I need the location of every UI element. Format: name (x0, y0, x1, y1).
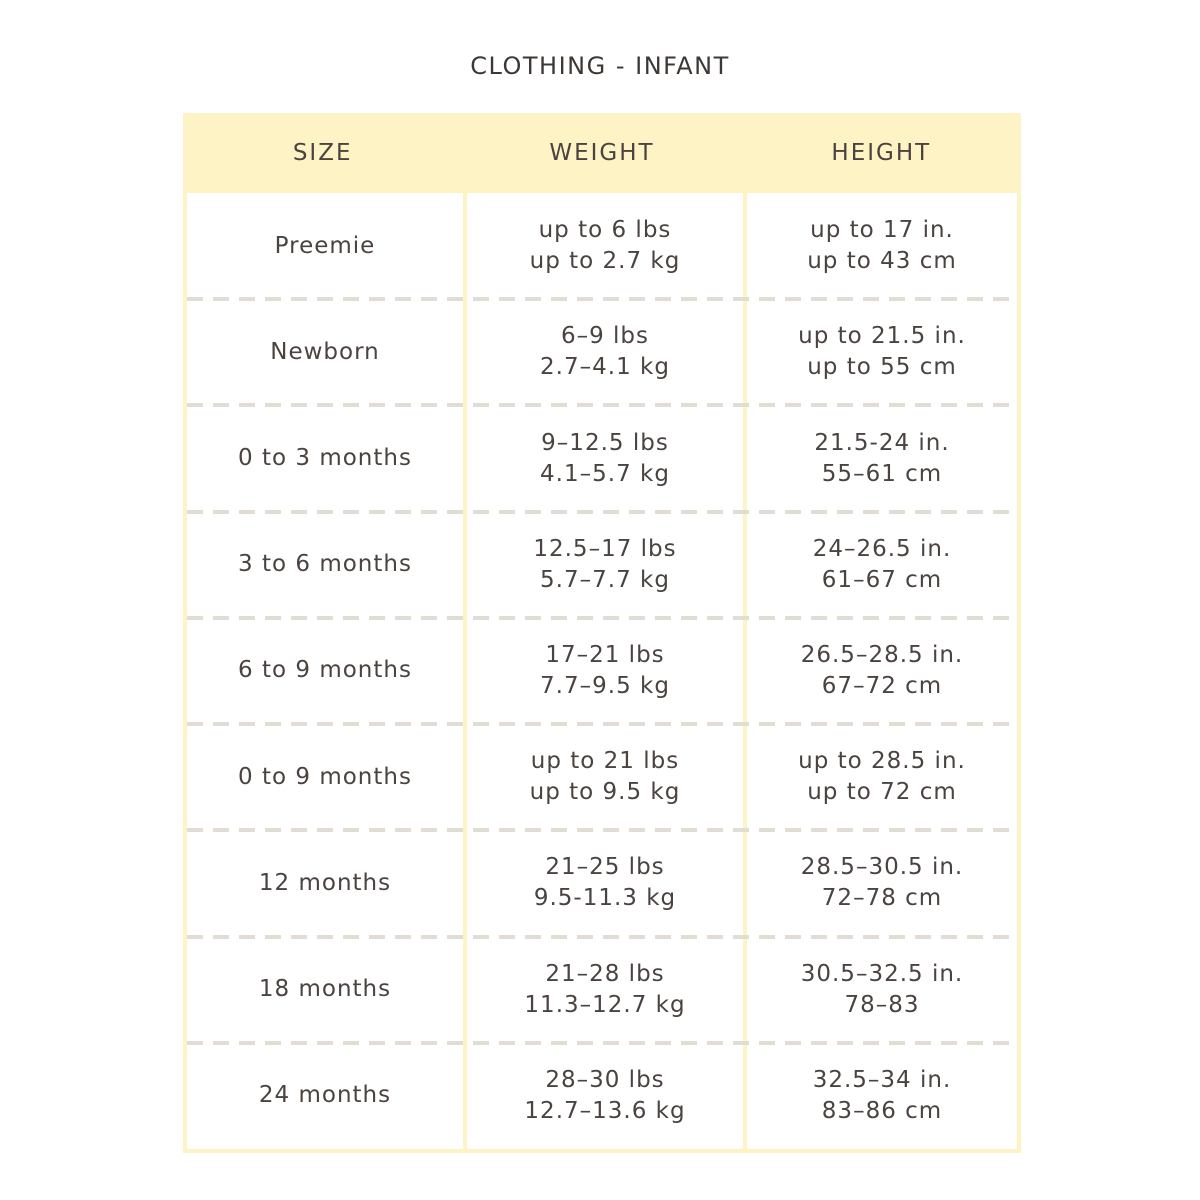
table-body (187, 193, 1017, 1149)
weight-kg: 9.5-11.3 kg (533, 885, 677, 912)
size-label: 24 months (258, 1082, 392, 1109)
weight-cell (467, 1043, 743, 1149)
table-row (187, 724, 1017, 830)
weight-kg: 11.3–12.7 kg (524, 991, 686, 1018)
height-in: 28.5–30.5 in. (800, 854, 964, 881)
weight-kg: 12.7–13.6 kg (524, 1097, 686, 1124)
weight-lbs: up to 21 lbs (530, 748, 680, 775)
weight-lbs: 6–9 lbs (560, 323, 650, 350)
weight-cell (467, 937, 743, 1043)
header-size: SIZE (292, 140, 353, 166)
height-cell (747, 937, 1017, 1043)
size-label: 18 months (258, 976, 392, 1003)
size-cell (187, 1043, 463, 1149)
weight-lbs: 17–21 lbs (545, 641, 665, 668)
height-cell (747, 830, 1017, 936)
weight-kg: up to 2.7 kg (529, 248, 681, 275)
height-cm: 78–83 (844, 991, 920, 1018)
height-cm: 55–61 cm (821, 460, 943, 487)
table-row (187, 830, 1017, 936)
height-in: up to 28.5 in. (798, 748, 966, 775)
height-cell (747, 724, 1017, 830)
height-cm: 67–72 cm (821, 672, 943, 699)
table-row (187, 512, 1017, 618)
weight-lbs: up to 6 lbs (538, 217, 672, 244)
weight-cell (467, 618, 743, 724)
height-cm: up to 55 cm (807, 354, 957, 381)
weight-lbs: 9–12.5 lbs (541, 429, 669, 456)
height-in: 32.5–34 in. (812, 1066, 952, 1093)
size-label: 12 months (258, 869, 392, 896)
size-cell (187, 618, 463, 724)
height-cell (747, 299, 1017, 405)
weight-cell (467, 724, 743, 830)
header-height: HEIGHT (831, 140, 932, 166)
size-label: 0 to 3 months (238, 445, 412, 472)
size-label: Preemie (274, 232, 376, 259)
weight-lbs: 21–28 lbs (545, 960, 665, 987)
height-in: 30.5–32.5 in. (800, 960, 964, 987)
height-cm: up to 72 cm (807, 779, 957, 806)
size-label: 3 to 6 months (238, 551, 412, 578)
size-label: 6 to 9 months (238, 657, 412, 684)
size-label: 0 to 9 months (238, 763, 412, 790)
height-cm: 72–78 cm (821, 885, 943, 912)
weight-kg: 5.7–7.7 kg (540, 566, 670, 593)
height-cell (747, 405, 1017, 511)
height-in: 21.5-24 in. (814, 429, 950, 456)
height-cm: 61–67 cm (821, 566, 943, 593)
height-in: up to 21.5 in. (798, 323, 966, 350)
header-weight: WEIGHT (549, 140, 655, 166)
height-in: up to 17 in. (810, 217, 954, 244)
height-in: 24–26.5 in. (812, 535, 952, 562)
table-row (187, 618, 1017, 724)
size-chart-table (183, 113, 1021, 1153)
height-in: 26.5–28.5 in. (800, 641, 964, 668)
size-cell (187, 193, 463, 299)
weight-lbs: 21–25 lbs (545, 854, 665, 881)
table-header-row (183, 113, 1021, 193)
height-cm: 83–86 cm (821, 1097, 943, 1124)
size-label: Newborn (270, 338, 380, 365)
height-cell (747, 512, 1017, 618)
weight-lbs: 12.5–17 lbs (533, 535, 677, 562)
size-cell (187, 724, 463, 830)
size-cell (187, 405, 463, 511)
table-row (187, 193, 1017, 299)
weight-kg: up to 9.5 kg (529, 779, 681, 806)
weight-cell (467, 830, 743, 936)
table-row (187, 299, 1017, 405)
weight-kg: 2.7–4.1 kg (540, 354, 670, 381)
table-row (187, 937, 1017, 1043)
weight-kg: 7.7–9.5 kg (540, 672, 670, 699)
weight-cell (467, 405, 743, 511)
height-cell (747, 193, 1017, 299)
height-cm: up to 43 cm (807, 248, 957, 275)
size-cell (187, 512, 463, 618)
table-row (187, 1043, 1017, 1149)
weight-cell (467, 299, 743, 405)
size-cell (187, 937, 463, 1043)
size-cell (187, 830, 463, 936)
table-row (187, 405, 1017, 511)
weight-cell (467, 512, 743, 618)
size-cell (187, 299, 463, 405)
weight-cell (467, 193, 743, 299)
height-cell (747, 618, 1017, 724)
page-title: CLOTHING - INFANT (470, 52, 730, 80)
height-cell (747, 1043, 1017, 1149)
weight-kg: 4.1–5.7 kg (540, 460, 670, 487)
weight-lbs: 28–30 lbs (545, 1066, 665, 1093)
